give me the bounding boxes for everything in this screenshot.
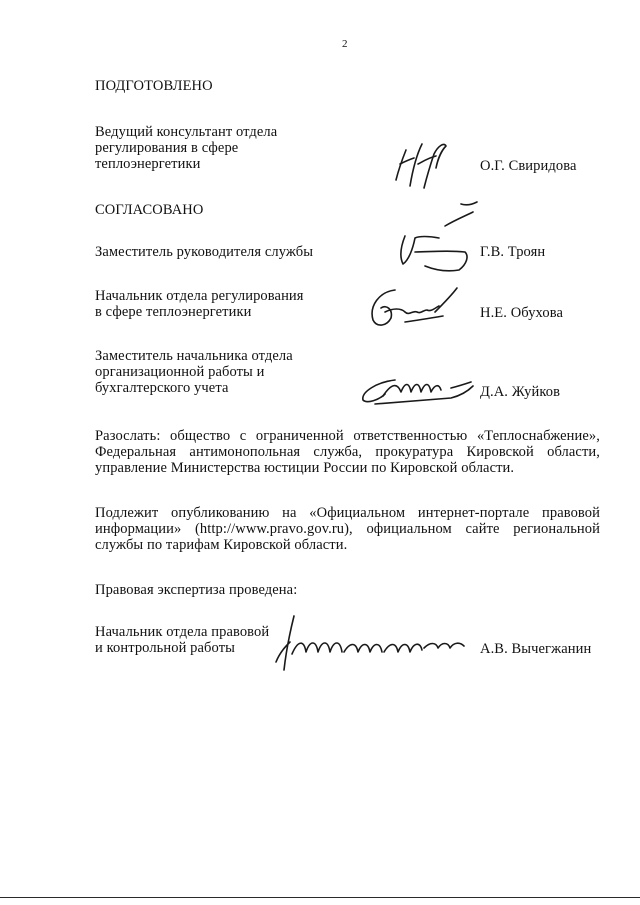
position-line: регулирования в сфере (95, 140, 239, 156)
paragraph-line: Разослать: общество с ограниченной ответственностью «Теплоснабжение», (95, 428, 600, 444)
paragraph-line: службы по тарифам Кировской области. (95, 537, 348, 553)
approver-signature (365, 282, 465, 334)
legal-review-name: А.В. Вычегжанин (480, 641, 592, 657)
position-line: Ведущий консультант отдела (95, 124, 278, 140)
position-line: и контрольной работы (95, 640, 235, 656)
distribution-paragraph (95, 428, 600, 476)
bottom-divider (0, 897, 640, 898)
position-line: Заместитель руководителя службы (95, 244, 314, 260)
legal-review-position (95, 624, 269, 656)
approver-position (95, 288, 304, 320)
approver-name: Г.В. Троян (480, 244, 546, 260)
approved-heading: СОГЛАСОВАНО (95, 202, 204, 218)
preparer-position (95, 124, 277, 172)
position-line: бухгалтерского учета (95, 380, 229, 396)
approver-signature (385, 200, 480, 278)
publication-paragraph (95, 505, 600, 553)
prepared-heading: ПОДГОТОВЛЕНО (95, 78, 213, 94)
position-line: в сфере теплоэнергетики (95, 304, 252, 320)
position-line: Начальник отдела правовой (95, 624, 270, 640)
legal-review-signature (270, 612, 475, 674)
legal-review-text: Правовая экспертиза проведена: (95, 582, 298, 598)
preparer-name: О.Г. Свиридова (480, 158, 577, 174)
preparer-signature (388, 136, 468, 194)
approver-name: Н.Е. Обухова (480, 305, 563, 321)
approver-position (95, 348, 293, 396)
paragraph-line: информации» (http://www.pravo.gov.ru), официальном сайте региональной (95, 521, 600, 537)
paragraph-line: Подлежит опубликованию на «Официальном интернет-портале правовой (95, 505, 600, 521)
approver-signature (355, 370, 480, 414)
page-number: 2 (342, 38, 348, 50)
approver-name: Д.А. Жуйков (480, 384, 561, 400)
position-line: Заместитель начальника отдела (95, 348, 293, 364)
paragraph-line: управление Министерства юстиции России по Кировской области. (95, 460, 515, 476)
paragraph-line: Федеральная антимонопольная служба, прокуратура Кировской области, (95, 444, 600, 460)
approver-position (95, 244, 313, 260)
position-line: организационной работы и (95, 364, 265, 380)
position-line: Начальник отдела регулирования (95, 288, 304, 304)
position-line: теплоэнергетики (95, 156, 201, 172)
